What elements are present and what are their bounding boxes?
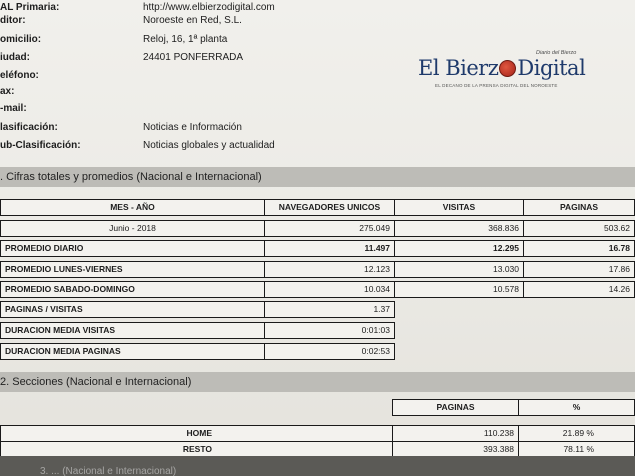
info-value: Noticias e Información [143,122,242,133]
info-row-ciudad [0,52,400,70]
row-promedio-diario-navegadores: 11.497 [264,240,395,257]
info-label: -mail: [0,103,27,114]
logo-text-part1: El Bierz [418,56,499,80]
row-resto-label: RESTO [0,441,393,458]
info-label: lasificación: [0,122,58,133]
row-promedio-diario-label: PROMEDIO DIARIO [0,240,265,257]
row-sabado-domingo-paginas: 14.26 [523,281,635,298]
info-label: omicilio: [0,34,42,45]
info-row-email [0,103,400,121]
info-label: ub-Clasificación: [0,140,81,151]
info-label: AL Primaria: [0,2,60,13]
logo-subtitle: Diario del Bierzo [536,50,577,56]
info-row-fax [0,86,400,104]
info-row-domicilio [0,34,400,52]
section-2-title: 2. Secciones (Nacional e Internacional) [0,372,635,392]
info-label: eléfono: [0,70,39,81]
row-lunes-viernes-navegadores: 12.123 [264,261,395,278]
info-value: 24401 PONFERRADA [143,52,244,63]
row-home-pct: 21.89 % [518,425,635,442]
logo-tagline: EL DECANO DE LA PRENSA DIGITAL DEL NOROESTE [435,83,558,88]
month-navegadores: 275.049 [264,220,395,237]
row-sabado-domingo-navegadores: 10.034 [264,281,395,298]
info-row-editor [0,15,400,33]
row-resto-pct: 78.11 % [518,441,635,458]
metric-duracion-visitas-label: DURACION MEDIA VISITAS [0,322,265,339]
metric-duracion-paginas-value: 0:02:53 [264,343,395,360]
info-label: ax: [0,86,15,97]
row-promedio-diario-visitas: 12.295 [394,240,524,257]
col-percent: % [518,399,635,416]
row-lunes-viernes-visitas: 13.030 [394,261,524,278]
logo-wordmark [418,56,585,80]
info-label: iudad: [0,52,30,63]
row-lunes-viernes-label: PROMEDIO LUNES-VIERNES [0,261,265,278]
globe-icon [499,60,516,77]
info-value: Reloj, 16, 1ª planta [143,34,228,45]
info-value: Noroeste en Red, S.L. [143,15,242,26]
row-sabado-domingo-visitas: 10.578 [394,281,524,298]
section-3-title: 3. ... (Nacional e Internacional) [40,466,177,476]
month-paginas: 503.62 [523,220,635,237]
info-label: ditor: [0,15,26,26]
metric-paginas-visitas-value: 1.37 [264,301,395,318]
row-sabado-domingo-label: PROMEDIO SABADO-DOMINGO [0,281,265,298]
month-label: Junio - 2018 [0,220,265,237]
logo-text-part2: Digital [517,56,586,80]
row-promedio-diario-paginas: 16.78 [523,240,635,257]
col-mes-ano: MES - AÑO [0,199,265,216]
row-resto-paginas: 393.388 [392,441,519,458]
info-value: http://www.elbierzodigital.com [143,2,275,13]
col-visitas: VISITAS [394,199,524,216]
info-row-clasificacion [0,122,400,140]
col-paginas: PAGINAS [523,199,635,216]
info-value: Noticias globales y actualidad [143,140,275,151]
info-row-subclasificacion [0,140,400,158]
col-paginas-2: PAGINAS [392,399,519,416]
section-1-title: . Cifras totales y promedios (Nacional e Internacional) [0,167,635,187]
row-lunes-viernes-paginas: 17.86 [523,261,635,278]
metric-paginas-visitas-label: PAGINAS / VISITAS [0,301,265,318]
col-navegadores: NAVEGADORES UNICOS [264,199,395,216]
el-bierzo-digital-logo [418,52,588,96]
month-visitas: 368.836 [394,220,524,237]
row-home-paginas: 110.238 [392,425,519,442]
metric-duracion-visitas-value: 0:01:03 [264,322,395,339]
row-home-label: HOME [0,425,393,442]
metric-duracion-paginas-label: DURACION MEDIA PAGINAS [0,343,265,360]
